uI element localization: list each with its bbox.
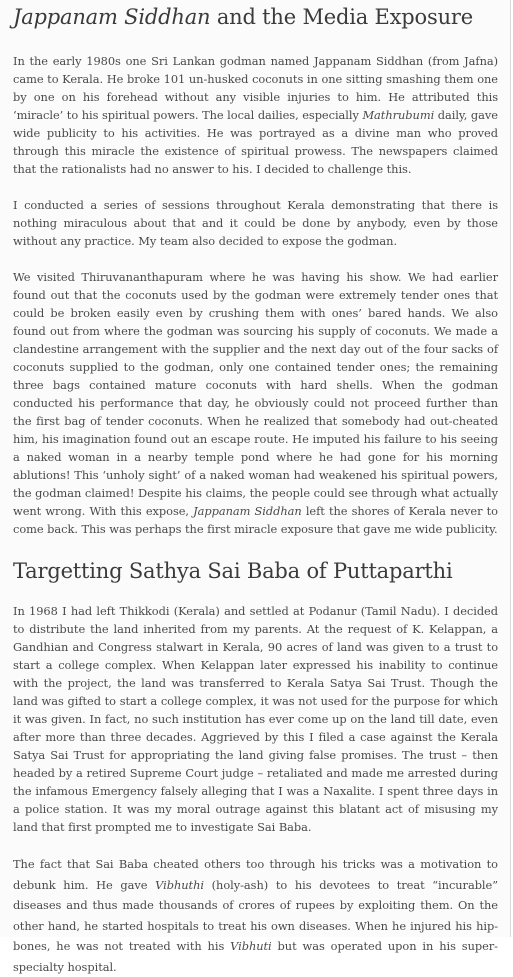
- italic-term: Vibhuti: [230, 939, 272, 953]
- text-run: daily, gave wide publicity to his activities. He was portrayed as a divine man who proved through this miracle the existence of spiritual prowess. The newspapers claimed that the rationalists had no answer to his. I decided to challenge this.: [13, 108, 498, 176]
- italic-term: Jappanam Siddhan: [193, 504, 302, 518]
- section-title-italic: Jappanam Siddhan: [13, 5, 211, 29]
- paragraph-sessions: [0, 196, 510, 250]
- text-run: We visited Thiruvananthapuram where he was having his show. We had earlier found out that the coconuts used by the godman were extremely tender ones that could be broken easily even by crushing them with ones’ bared hands. We also found out from where the godman was sourcing his supply of coconuts. We made a clandestine arrangement with the supplier and the next day out of the four sacks of coconuts supplied to the godman, only one contained tender ones; the remaining three bags contained mature coconuts with hard shells. When the godman conducted his performance that day, he obviously could not proceed further than the first bag of tender coconuts. When he realized that somebody had out-cheated him, his imagination found out an escape route. He imputed his failure to his seeing a naked woman in a nearby temple pond where he had gone for his morning ablutions! This ‘unholy sight’ of a naked woman had weakened his spiritual powers, the godman claimed! Despite his claims, the people could see through what actually went wrong. With this expose,: [13, 270, 498, 518]
- section-title-media-exposure: [0, 2, 510, 32]
- italic-term: Vibhuthi: [155, 877, 204, 892]
- text-run: (holy-ash) to his devotees to treat “incurable” diseases and thus made thousands of crores of rupees by exploiting them. On the other hand, he started hospitals to treat his own diseases. When he injured his hip-bones, he was not treated with his: [13, 877, 498, 953]
- text-run: In 1968 I had left Thikkodi (Kerala) and settled at Podanur (Tamil Nadu). I decided to distribute the land inherited from my parents. At the request of K. Kelappan, a Gandhian and Congress stalwart in Kerala, 90 acres of land was given to a trust to start a college complex. When Kelappan later expressed his inability to continue with the project, the land was transferred to Kerala Satya Sai Trust. Though the land was gifted to start a college complex, it was not used for the purpose for which it was given. In fact, no such institution has ever come up on the land till date, even after more than three decades. Aggrieved by this I filed a case against the Kerala Satya Sai Trust for appropriating the land giving false promises. The trust – then headed by a retired Supreme Court judge – retaliated and made me arrested during the infamous Emergency falsely alleging that I was a Naxalite. I spent three days in a police station. It was my moral outrage against this blatant act of misusing my land that first prompted me to investigate Sai Baba.: [13, 604, 498, 834]
- paragraph-coconut-miracle: [0, 52, 510, 178]
- paragraph-land-trust: [0, 602, 510, 836]
- paragraph-vibhuthi: [0, 854, 510, 977]
- section-title-rest: and the Media Exposure: [210, 5, 473, 29]
- text-run: The fact that Sai Baba cheated others too through his tricks was a motivation to debunk him. He gave: [13, 857, 498, 892]
- text-run: but was operated upon in his super-specialty hospital.: [13, 939, 498, 974]
- text-run: I conducted a series of sessions throughout Kerala demonstrating that there is nothing miraculous about that and it could be done by anybody, even by those without any practice. My team also decided to expose the godman.: [13, 198, 498, 248]
- text-run: In the early 1980s one Sri Lankan godman named Jappanam Siddhan (from Jafna) came to Kerala. He broke 101 un-husked coconuts in one sitting smashing them one by one on his forehead without any visible injuries to him. He attributed this ‘miracle’ to his spiritual powers. The local dailies, especially: [13, 54, 498, 122]
- text-run: left the shores of Kerala never to come back. This was perhaps the first miracle exposure that gave me wide publicity.: [13, 504, 498, 536]
- paragraph-exposure: [0, 268, 510, 538]
- italic-term: Mathrubumi: [362, 108, 435, 122]
- section-title-sai-baba: Targetting Sathya Sai Baba of Puttaparthi: [13, 559, 453, 583]
